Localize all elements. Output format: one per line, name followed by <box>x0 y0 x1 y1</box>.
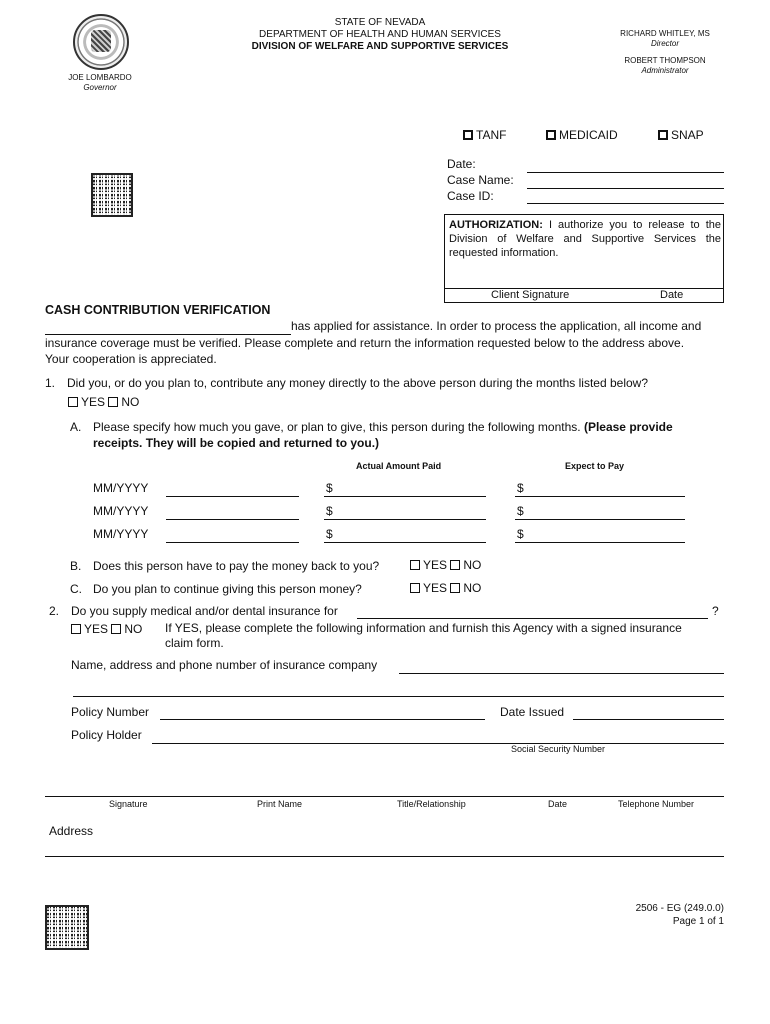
tanf-checkbox[interactable] <box>463 130 473 140</box>
form-id: 2506 - EG (249.0.0) <box>635 903 724 914</box>
barcode-bottom <box>47 907 87 948</box>
policy-number-label: Policy Number <box>71 705 150 719</box>
date-label: Date: <box>447 157 476 171</box>
q2-no-checkbox[interactable] <box>111 624 121 634</box>
q1c-yes-label: YES <box>423 581 448 595</box>
header-state: STATE OF NEVADA <box>334 17 426 28</box>
governor-title: Governor <box>83 83 117 92</box>
program-medicaid[interactable] <box>546 128 618 142</box>
paid-dollar: $ <box>326 504 333 518</box>
case-name-label: Case Name: <box>447 173 514 187</box>
signature-label: Signature <box>109 799 148 809</box>
q1a-letter: A. <box>70 420 82 434</box>
medicaid-label: MEDICAID <box>559 128 618 142</box>
policy-holder-field[interactable] <box>152 743 724 744</box>
intro-line-2: insurance coverage must be verified. Please complete and return the information requested below to the address above. <box>45 336 685 350</box>
barcode-top <box>93 175 131 215</box>
q1c-letter: C. <box>70 582 82 596</box>
q1c-no-checkbox[interactable] <box>450 583 460 593</box>
program-tanf[interactable] <box>463 128 506 142</box>
q2-no-label: NO <box>124 622 143 636</box>
snap-label: SNAP <box>671 128 704 142</box>
expect-dollar: $ <box>517 527 524 541</box>
administrator-title: Administrator <box>641 66 689 75</box>
q2-answer <box>71 622 142 636</box>
q1b-text: Does this person have to pay the money back to you? <box>93 559 380 573</box>
signature-date-label: Date <box>548 799 568 809</box>
month-field[interactable] <box>166 542 299 543</box>
expect-field[interactable] <box>515 519 685 520</box>
q1-number: 1. <box>45 376 56 390</box>
paid-dollar: $ <box>326 527 333 541</box>
q1a-body: Please specify how much you gave, or plan to give, this person during the following months. <box>93 420 581 434</box>
policy-holder-label: Policy Holder <box>71 728 142 742</box>
paid-field[interactable] <box>324 542 486 543</box>
governor-block <box>50 73 150 93</box>
q2-if-yes-line-1: If YES, please complete the following information and furnish this Agency with a signed insurance <box>165 621 682 635</box>
q1b-yes-checkbox[interactable] <box>410 560 420 570</box>
insured-person-field[interactable] <box>357 618 708 619</box>
q2-if-yes-line-2: claim form. <box>165 636 224 650</box>
q1-yes-checkbox[interactable] <box>68 397 78 407</box>
q2-yes-checkbox[interactable] <box>71 624 81 634</box>
q1c-no-label: NO <box>463 581 482 595</box>
q1c-text: Do you plan to continue giving this person money? <box>93 582 362 596</box>
administrator-block <box>595 56 735 76</box>
date-field[interactable] <box>527 172 724 173</box>
q1a-bold-2: receipts. They will be copied and returned to you.) <box>93 436 380 450</box>
administrator-name: ROBERT THOMPSON <box>624 56 706 65</box>
date-issued-label: Date Issued <box>500 705 565 719</box>
header-division: DIVISION OF WELFARE AND SUPPORTIVE SERVICES <box>251 41 509 52</box>
q2-yes-label: YES <box>84 622 109 636</box>
month-field[interactable] <box>166 519 299 520</box>
q1-no-label: NO <box>121 395 140 409</box>
q1b-letter: B. <box>70 559 82 573</box>
insurance-company-field-2[interactable] <box>73 696 724 697</box>
director-title: Director <box>650 39 679 48</box>
expect-field[interactable] <box>515 496 685 497</box>
q1-yes-label: YES <box>81 395 106 409</box>
case-id-label: Case ID: <box>447 189 494 203</box>
expect-dollar: $ <box>517 481 524 495</box>
q1c-yes-checkbox[interactable] <box>410 583 420 593</box>
authorization-heading: AUTHORIZATION: <box>449 219 543 231</box>
expect-dollar: $ <box>517 504 524 518</box>
print-name-label: Print Name <box>257 799 303 809</box>
paid-field[interactable] <box>324 496 486 497</box>
month-label: MM/YYYY <box>93 527 149 541</box>
medicaid-checkbox[interactable] <box>546 130 556 140</box>
paid-dollar: $ <box>326 481 333 495</box>
q1-no-checkbox[interactable] <box>108 397 118 407</box>
title-relationship-label: Title/Relationship <box>397 799 466 809</box>
policy-number-field[interactable] <box>160 719 485 720</box>
applicant-name-field[interactable] <box>45 334 291 335</box>
telephone-number-label: Telephone Number <box>618 799 695 809</box>
q1b-answer <box>410 558 481 572</box>
q2-number: 2. <box>49 604 60 618</box>
signature-line[interactable] <box>45 796 724 797</box>
address-field[interactable] <box>45 856 724 857</box>
authorization-box <box>444 214 724 303</box>
month-label: MM/YYYY <box>93 504 149 518</box>
q1c-answer <box>410 581 481 595</box>
address-label: Address <box>49 824 94 838</box>
q1b-no-checkbox[interactable] <box>450 560 460 570</box>
q2-question-mark: ? <box>712 604 719 618</box>
q2-text: Do you supply medical and/or dental insurance for <box>71 604 338 618</box>
state-seal-logo <box>73 14 129 70</box>
authorization-date-label: Date <box>660 289 684 301</box>
program-snap[interactable] <box>658 128 704 142</box>
director-name: RICHARD WHITLEY, MS <box>620 29 710 38</box>
q1a-bold-1: (Please provide <box>583 420 673 434</box>
header-department: DEPARTMENT OF HEALTH AND HUMAN SERVICES <box>259 29 501 40</box>
authorization-text: I authorize you to release to the Division of Welfare and Supportive Services the requested information. <box>449 219 721 259</box>
insurance-company-label: Name, address and phone number of insurance company <box>71 658 378 672</box>
ssn-label: Social Security Number <box>511 744 606 754</box>
intro-line-3: Your cooperation is appreciated. <box>45 352 217 366</box>
expect-field[interactable] <box>515 542 685 543</box>
page-number: Page 1 of 1 <box>672 916 724 927</box>
month-field[interactable] <box>166 496 299 497</box>
client-signature-label: Client Signature <box>491 289 570 301</box>
month-label: MM/YYYY <box>93 481 149 495</box>
q1-answer <box>68 395 139 409</box>
form-title: CASH CONTRIBUTION VERIFICATION <box>45 303 271 317</box>
paid-field[interactable] <box>324 519 486 520</box>
header-block <box>230 17 530 53</box>
col-actual-amount-paid: Actual Amount Paid <box>356 461 442 471</box>
tanf-label: TANF <box>476 128 507 142</box>
intro-line-1: has applied for assistance. In order to process the application, all income and <box>291 319 702 333</box>
date-issued-field[interactable] <box>573 719 724 720</box>
q1a-text <box>93 420 723 434</box>
snap-checkbox[interactable] <box>658 130 668 140</box>
col-expect-to-pay: Expect to Pay <box>565 461 625 471</box>
authorization-text-block <box>449 218 721 260</box>
governor-name: JOE LOMBARDO <box>68 73 132 82</box>
insurance-company-field[interactable] <box>399 673 724 674</box>
case-id-field[interactable] <box>527 203 724 204</box>
q1b-no-label: NO <box>463 558 482 572</box>
q1-text: Did you, or do you plan to, contribute any money directly to the above person during the months listed below? <box>67 376 649 390</box>
director-block <box>600 29 730 49</box>
q1b-yes-label: YES <box>423 558 448 572</box>
case-name-field[interactable] <box>527 188 724 189</box>
